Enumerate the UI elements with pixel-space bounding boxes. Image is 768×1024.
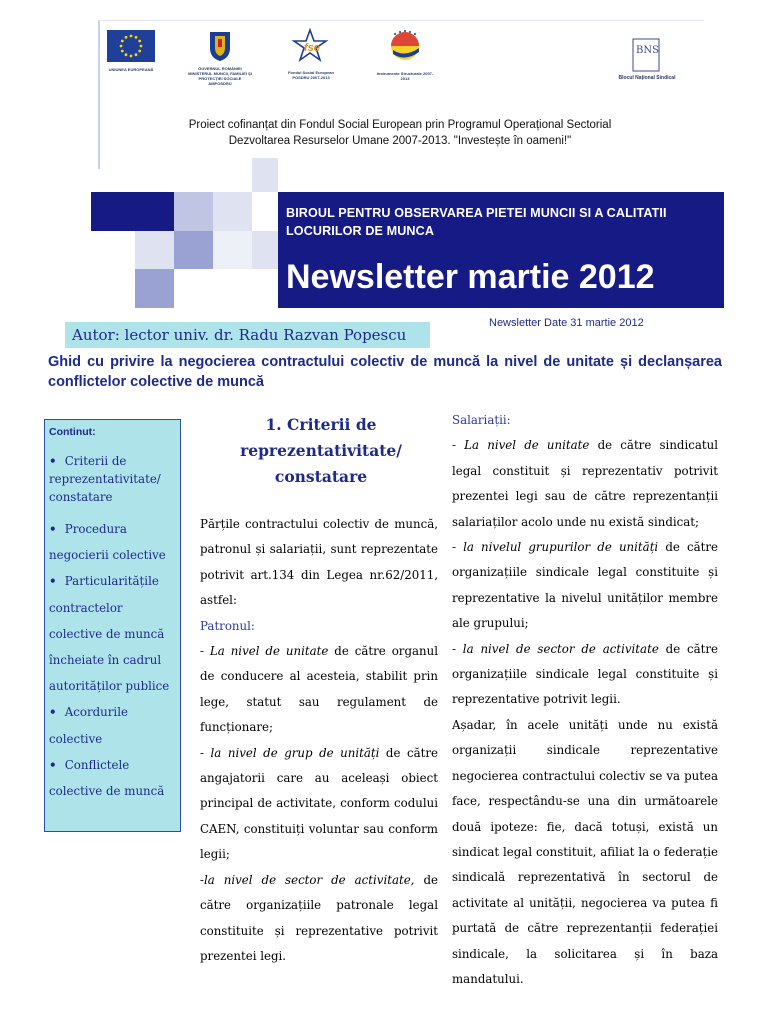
patronul-label: Patronul: xyxy=(200,618,255,633)
decorative-square xyxy=(174,192,213,231)
decorative-square xyxy=(91,192,135,231)
bns-logo xyxy=(632,38,660,72)
newsletter-title: Newsletter martie 2012 xyxy=(286,258,655,296)
cofinance-line-2: Dezvoltarea Resurselor Umane 2007-2013. "Investește în oameni!" xyxy=(228,135,572,147)
contents-item[interactable]: • Acordurile colective xyxy=(49,705,128,746)
patronul-item: - La nivel de unitate de către organul de conducere al acesteia, stabilit prin lege, statut sau regulament de funcționare; xyxy=(200,644,438,735)
eu-logo-caption: UNIUNEA EUROPEANĂ xyxy=(108,67,154,72)
patronul-item: - la nivel de grup de unități de către angajatorii care au aceleași obiect principal de activitate, conform codului CAEN, constituiți voluntar sau conform legii; xyxy=(200,745,438,862)
department-subtitle: BIROUL PENTRU OBSERVAREA PIETEI MUNCII SI A CALITATII LOCURILOR DE MUNCA xyxy=(286,206,667,238)
salariatii-item: - La nivel de unitate de către sindicatul legal constituit și reprezentativ potrivit prezentei legi sau de către reprezentanții salariaților acolo unde nu există sindicat; xyxy=(452,438,718,529)
closing-paragraph: Așadar, în acele unități unde nu există organizații sindicale reprezentative negocierea contractului colectiv se va putea face, respectându-se una din următoarele două ipoteze: fie, dacă totuși, există un sindicat legal constituit, afiliat la o federație sindicală reprezentativă în sectorul de activitate al unității, negocierea va putea fi purtată de către reprezentanții federației sindicale, la solicitarea și în baza mandatului. xyxy=(452,717,718,986)
salariatii-item: - la nivelul grupurilor de unități de către organizațiile sindicale legal constituite și reprezentative la nivelul unităților membre ale grupului; xyxy=(452,540,718,631)
salariatii-label: Salariații: xyxy=(452,413,511,427)
contents-list xyxy=(49,452,177,804)
article-column-2 xyxy=(452,408,718,992)
section-title: 1. Criterii de reprezentativitate/ constatare xyxy=(240,415,402,486)
intro-paragraph: Părțile contractului colectiv de muncă, patronul și salariații, sunt reprezentate potrivit art.134 din Legea nr.62/2011, astfel: xyxy=(200,517,438,608)
contents-item[interactable]: • Conflictele colective de muncă xyxy=(49,757,165,799)
contents-item[interactable]: • Criterii de reprezentativitate/ constatare xyxy=(49,454,161,504)
fse-star-logo xyxy=(291,28,329,64)
article-column-1 xyxy=(200,512,438,969)
bns-mark: BNS xyxy=(636,45,659,56)
salariatii-item: - la nivel de sector de activitate de către organizațiile sindicale legal constituite și reprezentative potrivit legii. xyxy=(452,641,718,707)
decorative-square xyxy=(252,231,278,269)
decorative-square xyxy=(135,192,174,231)
contents-item[interactable]: • Particularitățile contractelor colective de muncă încheiate în cadrul autorităților publice xyxy=(49,574,170,694)
cofinance-line-1: Proiect cofinanțat din Fondul Social European prin Programul Operațional Sectorial xyxy=(188,119,612,131)
structural-logo-caption: Instrumente Structurale 2007-2013 xyxy=(376,71,434,81)
government-crest-logo xyxy=(207,28,233,62)
eu-flag-logo xyxy=(107,30,155,62)
decorative-square xyxy=(252,158,278,192)
bns-logo-caption: Blocul Național Sindical xyxy=(618,75,676,81)
government-logo-caption: GUVERNUL ROMÂNIEI MINISTERUL MUNCII, FAMILIEI ȘI PROTECȚIEI SOCIALE AMPOSDRU xyxy=(188,66,252,86)
decorative-square xyxy=(135,231,174,269)
svg-text:fse: fse xyxy=(304,42,320,54)
author-box xyxy=(65,322,430,348)
article-headline: Ghid cu privire la negocierea contractului colectiv de muncă la nivel de unitate și declanșarea conflictelor colective de muncă xyxy=(48,354,722,390)
contents-item[interactable]: • Procedura negocierii colective xyxy=(49,522,166,563)
decorative-square xyxy=(213,192,252,231)
fse-logo-caption: Fondul Social European POSDRU 2007-2013 xyxy=(288,70,334,80)
decorative-square xyxy=(135,269,174,308)
structural-instruments-logo xyxy=(385,28,425,66)
decorative-square xyxy=(174,231,213,269)
contents-sidebar xyxy=(44,419,181,832)
author-name: Autor: lector univ. dr. Radu Razvan Popescu xyxy=(72,326,407,344)
decorative-square xyxy=(213,231,252,269)
newsletter-date: Newsletter Date 31 martie 2012 xyxy=(489,317,644,329)
sidebar-heading: Continut: xyxy=(49,426,96,438)
patronul-item: -la nivel de sector de activitate, de către organizațiile patronale legal constituite și reprezentative potrivit prezentei legi. xyxy=(200,872,438,963)
